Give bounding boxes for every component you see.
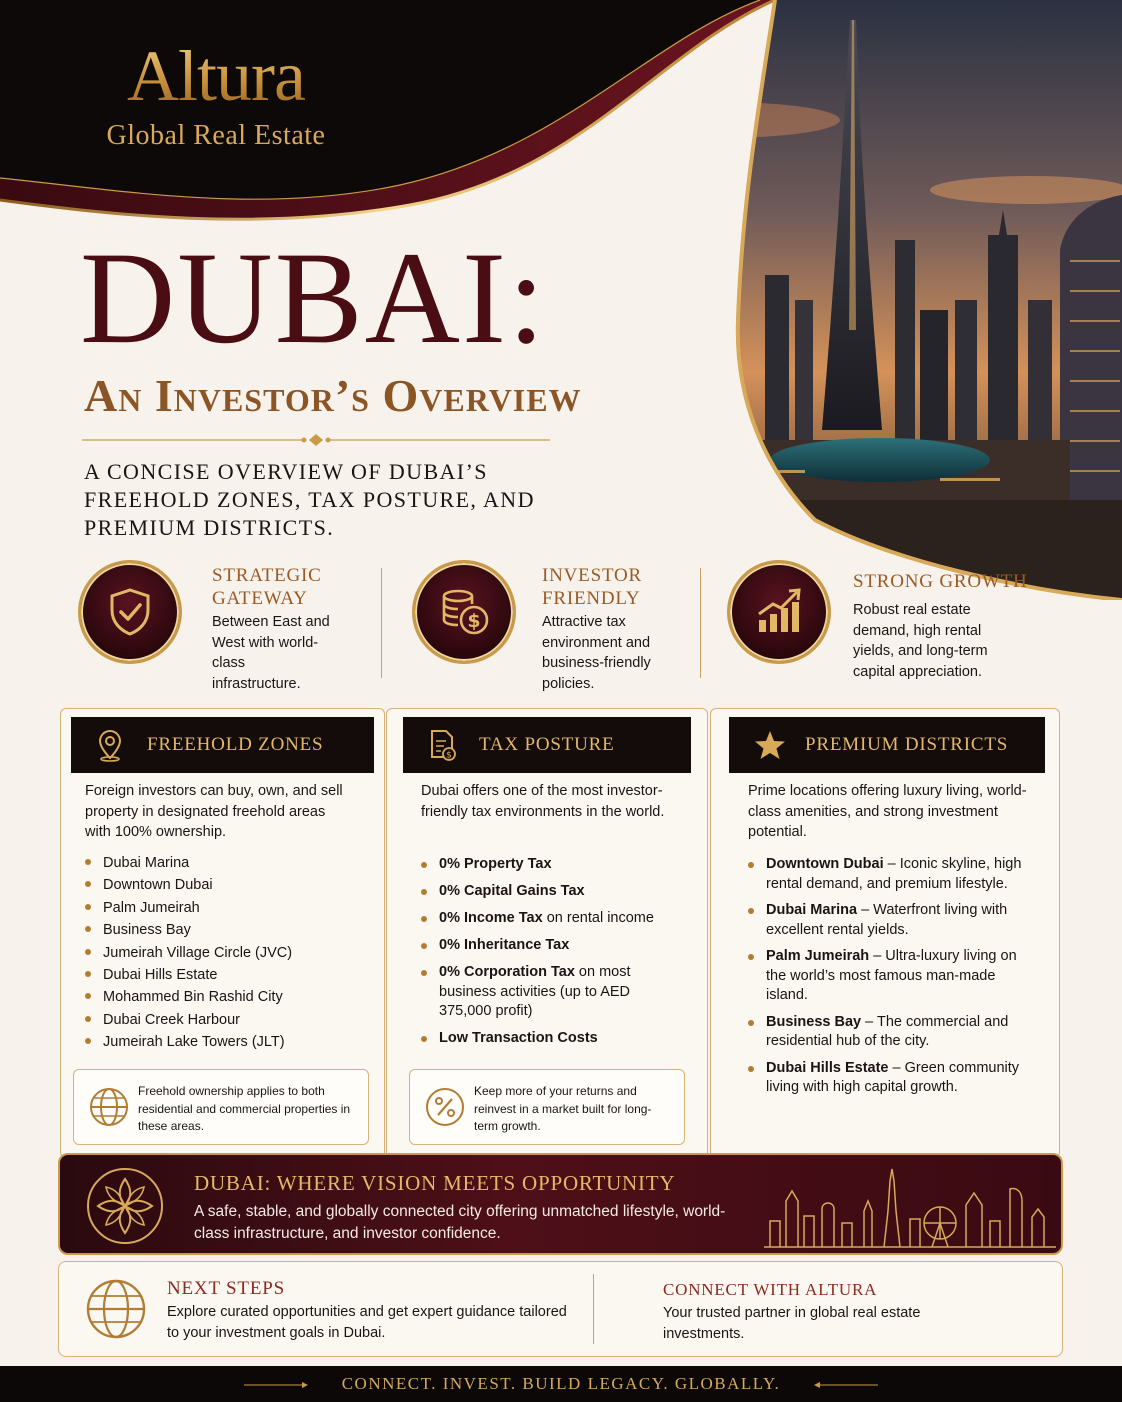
list-item: Business Bay – The commercial and residential hub of the city. <box>748 1013 1026 1052</box>
next-steps-title: NEXT STEPS <box>167 1278 285 1299</box>
next-steps-panel <box>58 1261 1063 1357</box>
gold-skyline-illustration <box>760 1161 1060 1251</box>
footer-slogan: CONNECT. INVEST. BUILD LEGACY. GLOBALLY. <box>341 1374 781 1393</box>
list-item: Dubai Hills Estate <box>85 964 375 986</box>
tax-document-icon <box>425 728 459 762</box>
list-item: 0% Capital Gains Tax <box>421 882 691 902</box>
globe-icon <box>84 1082 134 1132</box>
list-item: Downtown Dubai – Iconic skyline, high rental demand, and premium lifestyle. <box>748 855 1026 894</box>
list-item: 0% Corporation Tax on most business activities (up to AED 375,000 profit) <box>421 963 651 1022</box>
districts-header <box>729 717 1045 773</box>
freehold-zones-card <box>60 708 385 1158</box>
list-item: Low Transaction Costs <box>421 1029 691 1049</box>
feature-text: Robust real estate demand, high rental yields, and long-term capital appreciation. <box>853 602 988 680</box>
feature-title: STRONG GROWTH <box>853 571 1028 592</box>
list-item: Downtown Dubai <box>85 874 375 896</box>
panel-divider <box>593 1274 594 1344</box>
ornament-divider <box>82 432 550 448</box>
vision-title: DUBAI: WHERE VISION MEETS OPPORTUNITY <box>194 1171 676 1195</box>
footer-bar <box>0 1366 1122 1402</box>
list-item: Palm Jumeirah – Ultra-luxury living on the world’s most famous man-made island. <box>748 947 1026 1006</box>
shield-check-icon <box>78 560 182 664</box>
brand-tagline: Global Real Estate <box>106 120 326 151</box>
freehold-intro: Foreign investors can buy, own, and sell property in designated freehold areas with 100% ownership. <box>85 783 343 840</box>
feature-text: Between East and West with world-class infrastructure. <box>212 614 330 692</box>
list-item: Jumeirah Village Circle (JVC) <box>85 942 375 964</box>
freehold-header <box>71 717 374 773</box>
location-pin-icon <box>93 728 127 762</box>
feature-divider <box>700 568 701 678</box>
tax-title: TAX POSTURE <box>479 734 615 755</box>
note-text: Keep more of your returns and reinvest in a market built for long-term growth. <box>474 1084 652 1133</box>
percent-icon <box>420 1082 470 1132</box>
globe-icon <box>81 1274 151 1344</box>
freehold-list <box>85 852 375 1054</box>
feature-strategic-gateway <box>78 560 368 700</box>
list-item: Jumeirah Lake Towers (JLT) <box>85 1031 375 1053</box>
note-text: Freehold ownership applies to both residential and commercial properties in these areas. <box>138 1084 351 1133</box>
list-item: 0% Inheritance Tax <box>421 936 691 956</box>
premium-districts-card <box>710 708 1060 1158</box>
svg-text:$: $ <box>467 610 481 632</box>
tax-posture-card <box>386 708 708 1158</box>
freehold-note <box>73 1069 369 1145</box>
star-icon <box>753 728 787 762</box>
list-item: Dubai Creek Harbour <box>85 1009 375 1031</box>
list-item: 0% Property Tax <box>421 855 691 875</box>
list-item: Dubai Marina – Waterfront living with excellent rental yields. <box>748 901 1026 940</box>
tax-list <box>421 855 691 1056</box>
ornament-flower-icon <box>84 1165 166 1247</box>
districts-title: PREMIUM DISTRICTS <box>805 734 1009 755</box>
vision-banner <box>58 1153 1063 1255</box>
coins-dollar-icon <box>412 560 516 664</box>
tax-intro: Dubai offers one of the most investor-friendly tax environments in the world. <box>421 783 665 820</box>
list-item: Dubai Hills Estate – Green community living with high capital growth. <box>748 1059 1026 1098</box>
feature-divider <box>381 568 382 678</box>
list-item: Business Bay <box>85 919 375 941</box>
brand-logo <box>66 34 366 152</box>
tax-note <box>409 1069 685 1145</box>
list-item: 0% Income Tax on rental income <box>421 909 691 929</box>
page-title: DUBAI: <box>80 224 547 371</box>
list-item: Dubai Marina <box>85 852 375 874</box>
growth-chart-icon <box>727 560 831 664</box>
intro-text: A CONCISE OVERVIEW OF DUBAI’S FREEHOLD ZONES, TAX POSTURE, AND PREMIUM DISTRICTS. <box>84 459 535 540</box>
dubai-skyline-photo <box>560 0 1122 600</box>
page-subtitle: An Investor’s Overview <box>84 370 582 421</box>
list-item: Palm Jumeirah <box>85 897 375 919</box>
feature-strong-growth <box>727 560 1027 700</box>
connect-title: CONNECT WITH ALTURA <box>663 1280 878 1299</box>
feature-title: STRATEGIC GATEWAY <box>212 565 322 609</box>
next-steps-text: Explore curated opportunities and get expert guidance tailored to your investment goals in Dubai. <box>167 1304 567 1341</box>
districts-list <box>748 855 1026 1105</box>
feature-investor-friendly <box>412 560 692 700</box>
brand-name: Altura <box>66 34 366 118</box>
footer-ornament-right <box>812 1382 878 1388</box>
feature-text: Attractive tax environment and business-friendly policies. <box>542 614 651 692</box>
list-item: Mohammed Bin Rashid City <box>85 986 375 1008</box>
freehold-title: FREEHOLD ZONES <box>147 734 324 755</box>
vision-text: A safe, stable, and globally connected city offering unmatched lifestyle, world-class infrastructure, and investor confidence. <box>194 1203 726 1242</box>
connect-text: Your trusted partner in global real estate investments. <box>663 1305 921 1342</box>
svg-text:$: $ <box>446 750 452 761</box>
tax-header <box>403 717 691 773</box>
feature-title: INVESTOR FRIENDLY <box>542 565 642 609</box>
districts-intro: Prime locations offering luxury living, world-class amenities, and strong investment potential. <box>748 783 1027 840</box>
